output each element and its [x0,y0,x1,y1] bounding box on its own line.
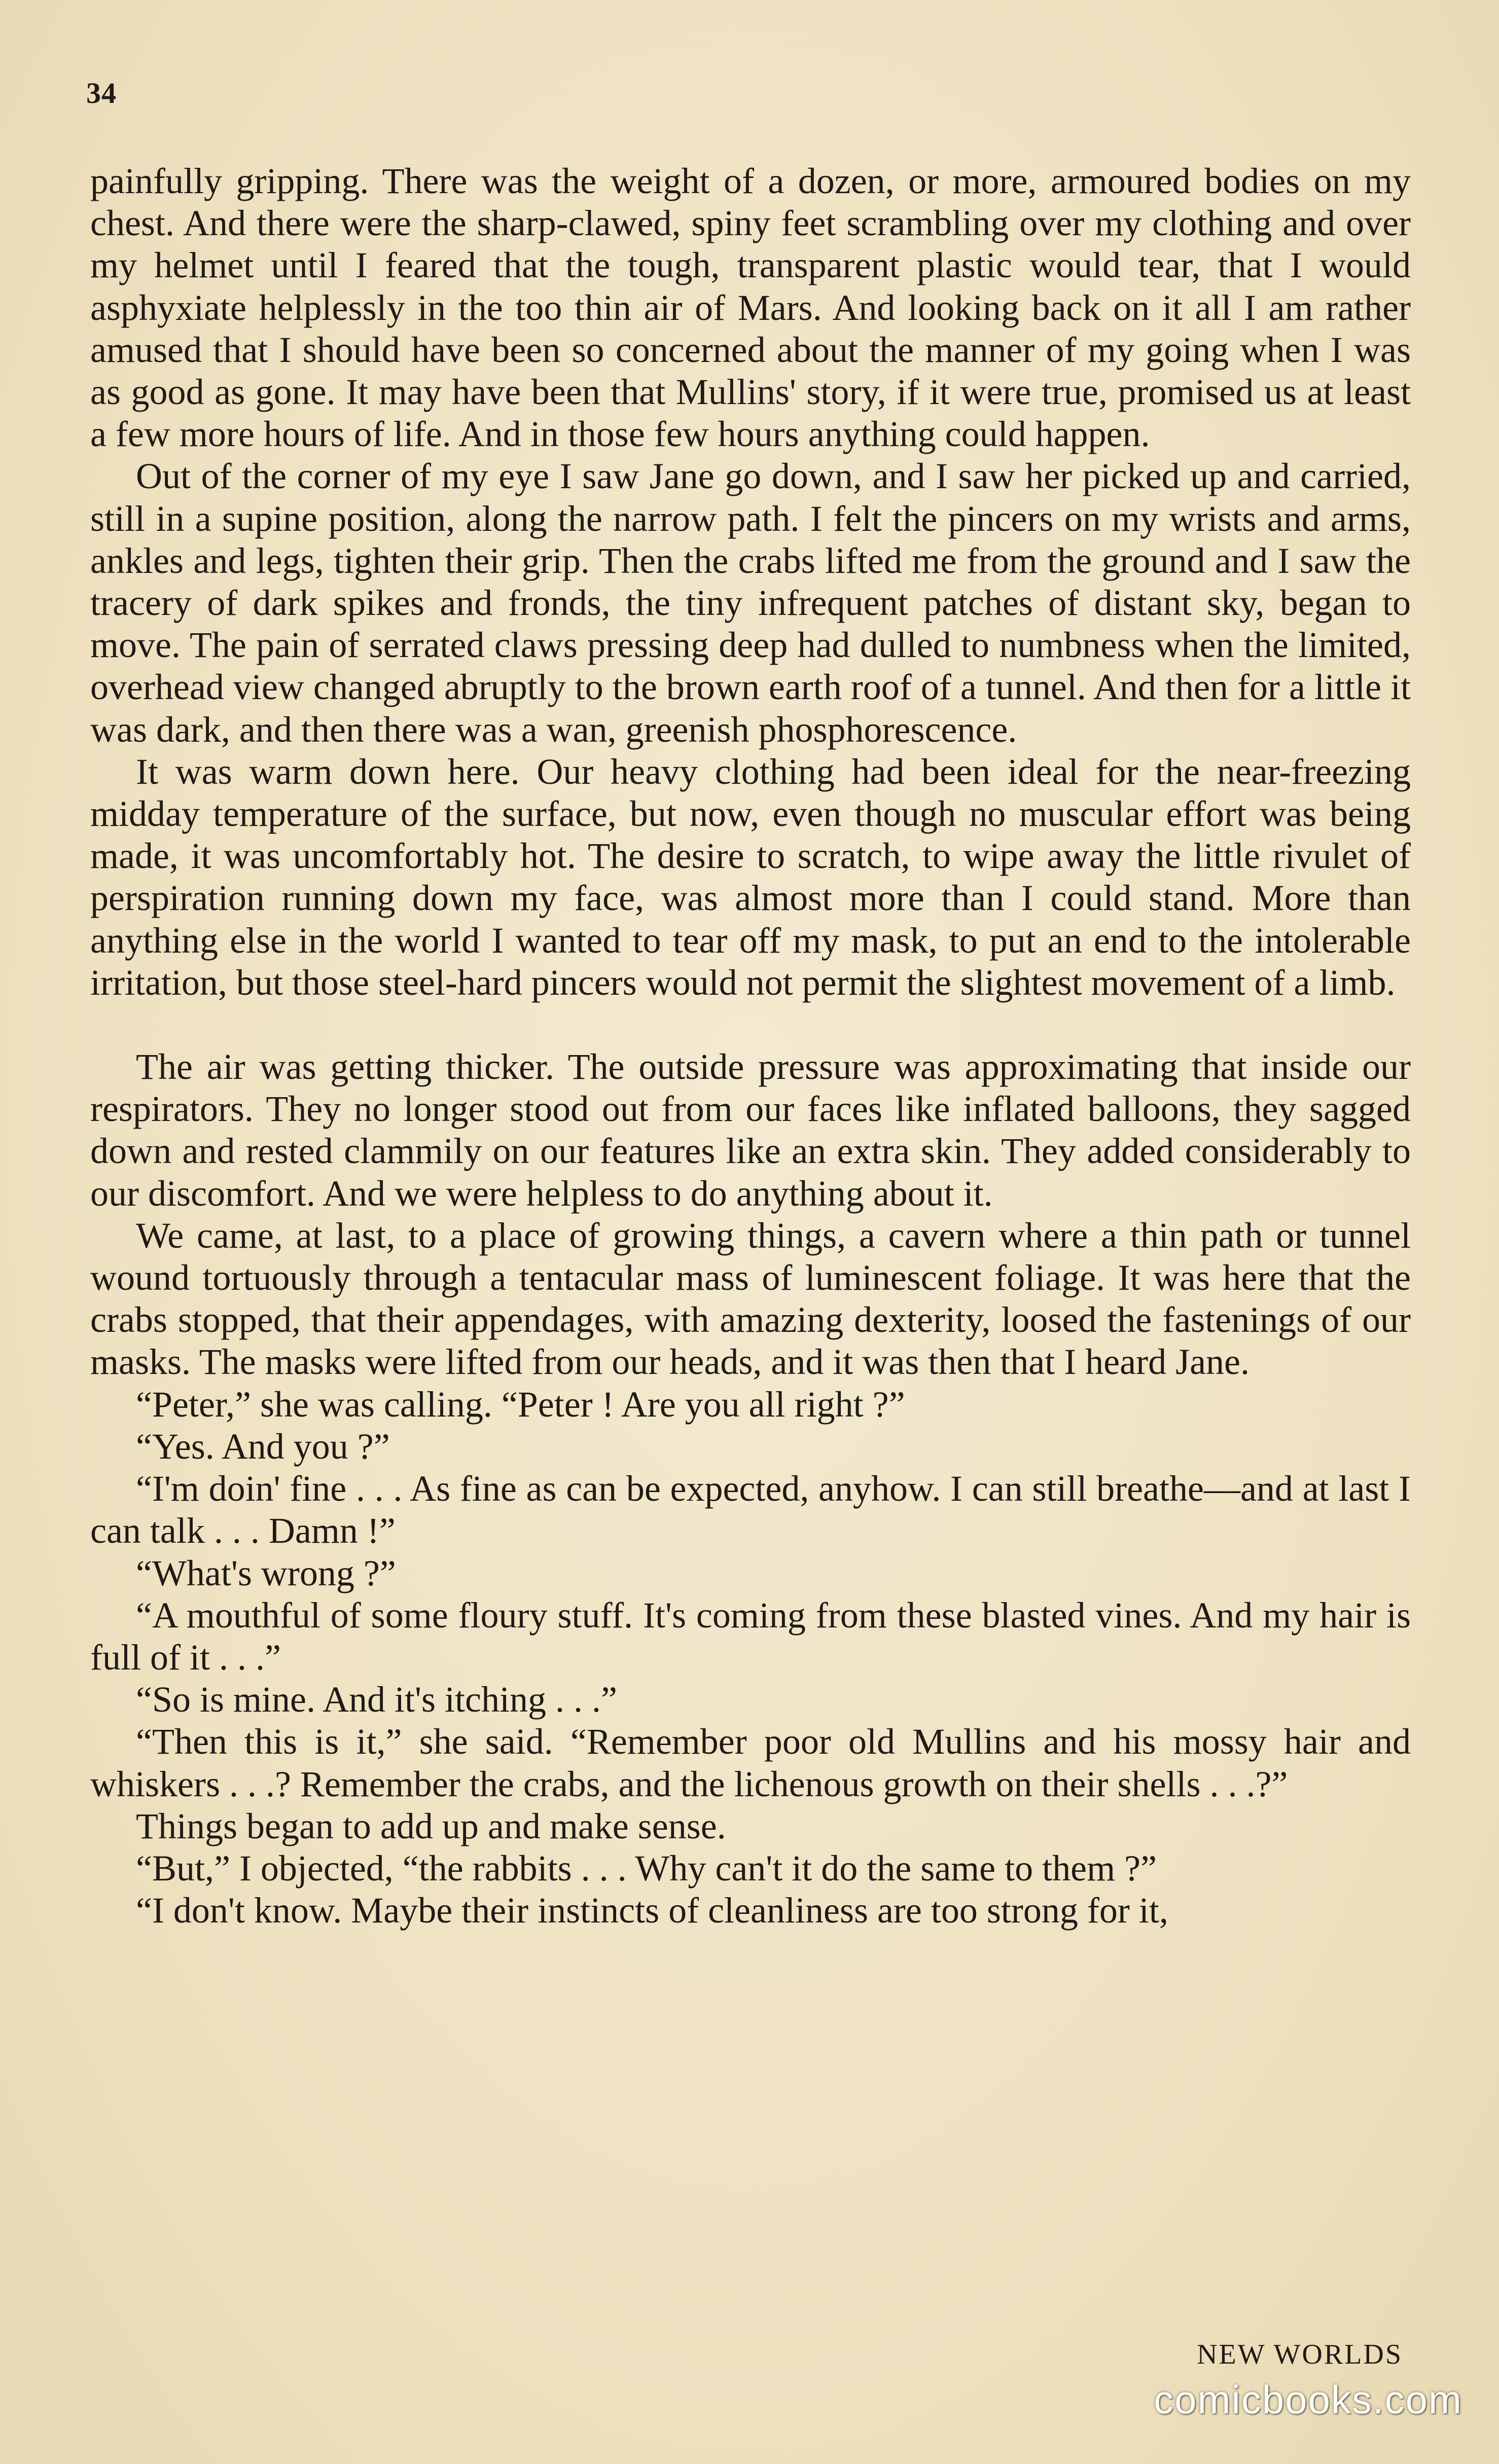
dialogue-line: “A mouthful of some floury stuff. It's coming from these blasted vines. And my hair is full of it . . .” [90,1595,1411,1678]
dialogue-line: “Then this is it,” she said. “Remember poor old Mullins and his mossy hair and whiskers . . .? Remember the crabs, and the lichenous growth on their shells . . .?” [90,1721,1411,1804]
dialogue-line: “But,” I objected, “the rabbits . . . Why can't it do the same to them ?” [136,1847,1157,1889]
dialogue-line: “Yes. And you ?” [136,1426,390,1467]
paragraph: We came, at last, to a place of growing things, a cavern where a thin path or tunnel wound tortuously through a tentacular mass of luminescent foliage. It was here that the crabs stopped, that their appendages, with amazing dexterity, loosed the fastenings of our masks. The masks were lifted from our heads, and it was then that I heard Jane. [90,1215,1411,1383]
paragraph: painfully gripping. There was the weight of a dozen, or more, armoured bodies on my chest. And there were the sharp-clawed, spiny feet scrambling over my clothing and over my helmet until I feared that the tough, transparent plastic would tear, that I would asphyxiate helplessly in the too thin air of Mars. And looking back on it all I am rather amused that I should have been so concerned about the manner of my going when I was as good as gone. It may have been that Mullins' story, if it were true, promised us at least a few more hours of life. And in those few hours anything could happen. [90,161,1411,455]
story-text [90,160,1411,1932]
page-number: 34 [86,77,117,110]
dialogue-line: “I don't know. Maybe their instincts of cleanliness are too strong for it, [136,1890,1168,1931]
paragraph: Out of the corner of my eye I saw Jane go down, and I saw her picked up and carried, still in a supine position, along the narrow path. I felt the pincers on my wrists and arms, ankles and legs, tighten their grip. Then the crabs lifted me from the ground and I saw the tracery of dark spikes and fronds, the tiny infrequent patches of distant sky, began to move. The pain of serrated claws pressing deep had dulled to numbness when the limited, overhead view changed abruptly to the brown earth roof of a tunnel. And then for a little it was dark, and then there was a wan, greenish phosphorescence. [90,456,1411,750]
dialogue-line: “I'm doin' fine . . . As fine as can be expected, anyhow. I can still breathe—and at last I can talk . . . Damn !” [90,1468,1411,1551]
watermark: comicbooks.com [1154,2377,1462,2422]
paragraph: It was warm down here. Our heavy clothing had been ideal for the near-freezing midday temperature of the surface, but now, even though no muscular effort was being made, it was uncomfortably hot. The desire to scratch, to wipe away the little rivulet of perspiration running down my face, was almost more than I could stand. More than anything else in the world I wanted to tear off my mask, to put an end to the intolerable irritation, but those steel-hard pincers would not permit the slightest movement of a limb. [90,751,1411,1003]
dialogue-line: “What's wrong ?” [136,1552,396,1593]
paragraph: The air was getting thicker. The outside pressure was approximating that inside our respirators. They no longer stood out from our faces like inflated balloons, they sagged down and rested clammily on our features like an extra skin. They added considerably to our discomfort. And we were helpless to do anything about it. [90,1046,1411,1214]
dialogue-line: “Peter,” she was calling. “Peter ! Are you all right ?” [136,1384,905,1425]
paragraph: Things began to add up and make sense. [136,1805,726,1846]
running-footer: NEW WORLDS [1197,2339,1403,2370]
dialogue-line: “So is mine. And it's itching . . .” [136,1679,617,1720]
